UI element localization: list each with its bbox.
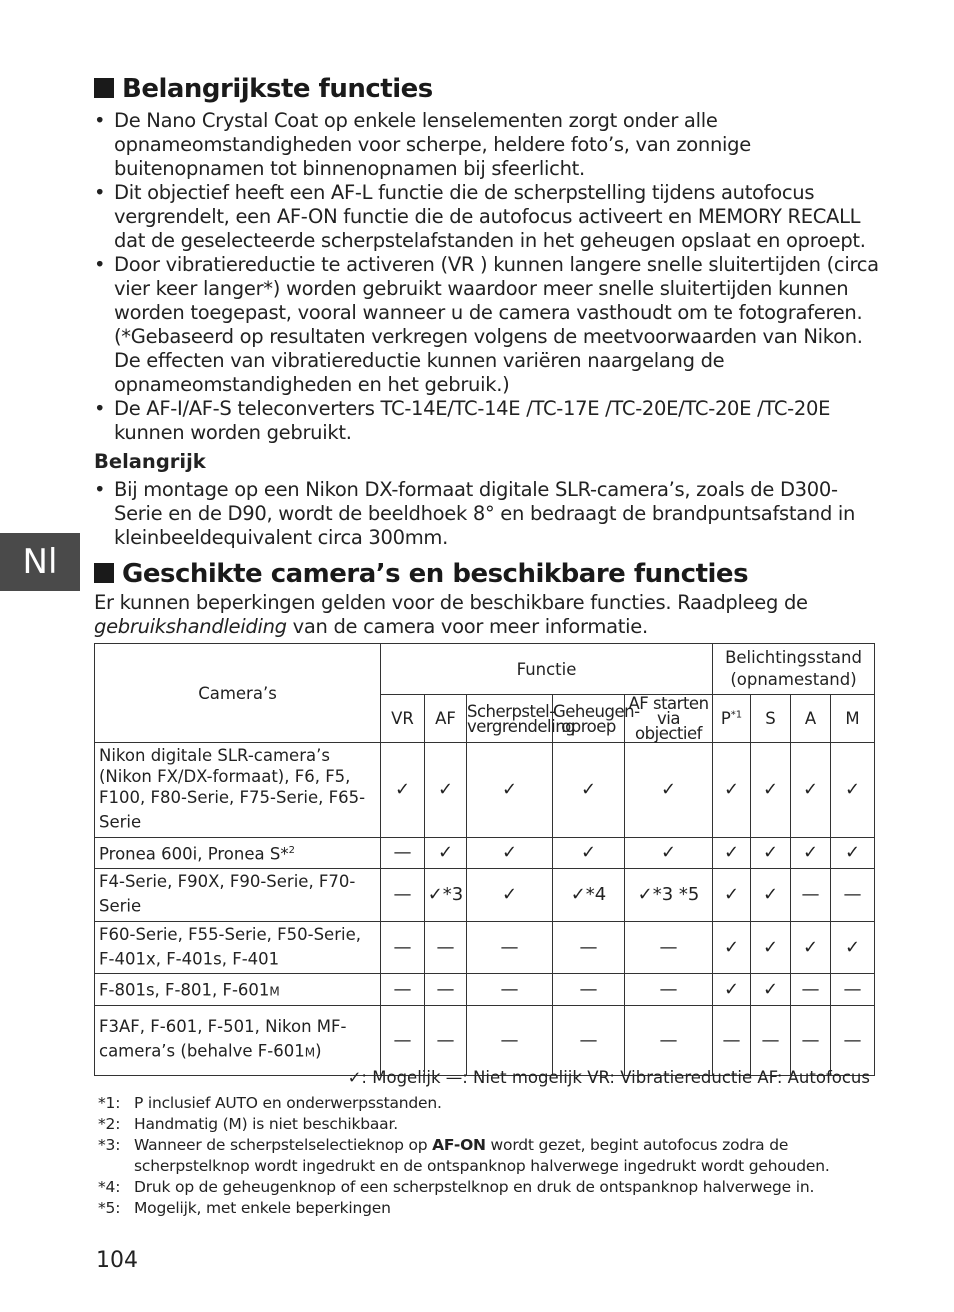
col-geheugen: Geheugen-oproep [553, 695, 625, 743]
col-m: M [831, 695, 875, 743]
col-vr: VR [381, 695, 425, 743]
list-item: • De AF-I/AF-S teleconverters TC-14E/TC-14E /TC-17E /TC-20E/TC-20E /TC-20E kunnen worden gebruikt. [94, 397, 884, 445]
support-cell: — [713, 1005, 751, 1075]
support-cell: ✓ [625, 743, 713, 838]
section-title: Belangrijkste functies [122, 74, 433, 104]
support-cell: — [791, 1005, 831, 1075]
support-cell: ✓ [713, 837, 751, 869]
support-cell: ✓*3 *5 [625, 869, 713, 922]
support-cell: ✓ [791, 743, 831, 838]
support-cell: ✓ [751, 837, 791, 869]
support-cell: ✓ [713, 974, 751, 1006]
support-cell: ✓ [831, 743, 875, 838]
support-cell: — [625, 974, 713, 1006]
footnote: *4: Druk op de geheugenknop of een scherpstelknop en druk de ontspanknop halverwege in. [98, 1178, 815, 1196]
support-cell: ✓ [553, 743, 625, 838]
support-cell: — [381, 921, 425, 974]
support-cell: ✓ [425, 743, 467, 838]
support-cell: — [831, 869, 875, 922]
language-tab: Nl [0, 533, 80, 591]
support-cell: — [553, 974, 625, 1006]
support-cell: ✓ [751, 743, 791, 838]
table-row [95, 974, 875, 1006]
support-cell: ✓*4 [553, 869, 625, 922]
table-legend: ✓: Mogelijk —: Niet mogelijk VR: Vibratiereductie AF: Autofocus [347, 1068, 870, 1087]
support-cell: — [625, 1005, 713, 1075]
support-cell: — [831, 1005, 875, 1075]
col-scherpstel: Scherpstel-vergrendeling [467, 695, 553, 743]
support-cell: ✓ [625, 837, 713, 869]
support-cell: — [381, 869, 425, 922]
section-heading-main-functions [94, 74, 433, 104]
square-bullet-icon [94, 563, 114, 583]
support-cell: — [425, 974, 467, 1006]
support-cell: ✓ [791, 921, 831, 974]
table-row [95, 837, 875, 869]
support-cell: ✓ [467, 869, 553, 922]
support-cell: — [791, 974, 831, 1006]
list-item: • Bij montage op een Nikon DX-formaat digitale SLR-camera’s, zoals de D300-Serie en de D90, wordt de beeldhoek 8° en bedraagt de brandpuntsafstand in kleinbeeldequivalent circa 300mm. [94, 478, 884, 550]
support-cell: — [751, 1005, 791, 1075]
support-cell: ✓*3 [425, 869, 467, 922]
footnote: *5: Mogelijk, met enkele beperkingen [98, 1199, 391, 1217]
table-row [95, 921, 875, 974]
camera-cell: Pronea 600i, Pronea S*$^2$ [95, 837, 381, 869]
support-cell: ✓ [751, 921, 791, 974]
table-row [95, 743, 875, 838]
support-cell: ✓ [831, 837, 875, 869]
compatibility-table [94, 643, 875, 1076]
footnote: *1: P inclusief AUTO en onderwerpsstanden. [98, 1094, 442, 1112]
col-af-start: AF starten via objectief [625, 695, 713, 743]
col-a: A [791, 695, 831, 743]
col-p: $P^{*1}$ [713, 695, 751, 743]
camera-cell: F4-Serie, F90X, F90-Serie, F70-Serie [95, 869, 381, 922]
section-heading-cameras [94, 559, 748, 589]
support-cell: ✓ [751, 974, 791, 1006]
important-label: Belangrijk [94, 450, 206, 473]
support-cell: — [381, 974, 425, 1006]
table-row [95, 869, 875, 922]
support-cell: ✓ [751, 869, 791, 922]
support-cell: — [381, 1005, 425, 1075]
list-item: • De Nano Crystal Coat op enkele lenselementen zorgt onder alle opnameomstandigheden voor scherpe, heldere foto’s, van zonnige buitenopnamen tot binnenopnamen bij sfeerlicht. [94, 109, 884, 181]
list-item: • Dit objectief heeft een AF-L functie die de scherpstelling tijdens autofocus vergrendelt, een AF-ON functie die de autofocus activeert en MEMORY RECALL dat de geselecteerde scherpstelafstanden in het geheugen opslaat en oproept. [94, 181, 884, 253]
header-belichting: Belichtingsstand (opnamestand) [713, 644, 875, 695]
support-cell: — [553, 1005, 625, 1075]
support-cell: ✓ [553, 837, 625, 869]
support-cell: ✓ [791, 837, 831, 869]
col-af: AF [425, 695, 467, 743]
support-cell: ✓ [713, 869, 751, 922]
table-row [95, 1005, 875, 1075]
support-cell: ✓ [381, 743, 425, 838]
support-cell: ✓ [713, 743, 751, 838]
section-intro: Er kunnen beperkingen gelden voor de beschikbare functies. Raadpleeg de gebruikshandleiding van de camera voor meer informatie. [94, 591, 808, 638]
support-cell: — [553, 921, 625, 974]
footnotes [98, 1093, 898, 1219]
square-bullet-icon [94, 78, 114, 98]
support-cell: — [381, 837, 425, 869]
support-cell: ✓ [713, 921, 751, 974]
table-header-row [95, 644, 875, 695]
support-cell: — [791, 869, 831, 922]
important-list [94, 478, 884, 550]
camera-cell: F60-Serie, F55-Serie, F50-Serie, F-401x, F-401s, F-401 [95, 921, 381, 974]
support-cell: ✓ [831, 921, 875, 974]
page-number: 104 [96, 1248, 138, 1273]
table-body [95, 743, 875, 1076]
support-cell: — [425, 1005, 467, 1075]
section-title: Geschikte camera’s en beschikbare functies [122, 559, 749, 589]
support-cell: — [831, 974, 875, 1006]
camera-cell: Nikon digitale SLR-camera’s (Nikon FX/DX-formaat), F6, F5, F100, F80-Serie, F75-Serie, F65-Serie [95, 743, 381, 838]
support-cell: — [467, 921, 553, 974]
header-functie: Functie [381, 644, 713, 695]
support-cell: ✓ [467, 743, 553, 838]
support-cell: — [467, 1005, 553, 1075]
camera-cell: F-801s, F-801, F-601M [95, 974, 381, 1006]
header-cameras: Camera’s [95, 644, 381, 743]
main-functions-list [94, 109, 884, 445]
col-s: S [751, 695, 791, 743]
support-cell: ✓ [425, 837, 467, 869]
footnote: *2: Handmatig (M) is niet beschikbaar. [98, 1115, 398, 1133]
footnote: *3: Wanneer de scherpstelselectieknop op AF-ON wordt gezet, begint autofocus zodra de scherpstelknop wordt ingedrukt en de ontspanknop halverwege ingedrukt wordt gehouden. [98, 1136, 830, 1175]
support-cell: — [425, 921, 467, 974]
support-cell: ✓ [467, 837, 553, 869]
camera-cell: F3AF, F-601, F-501, Nikon MF-camera’s (behalve F-601M) [95, 1005, 381, 1075]
support-cell: — [467, 974, 553, 1006]
support-cell: — [625, 921, 713, 974]
list-item: • Door vibratiereductie te activeren (VR ) kunnen langere snelle sluitertijden (circa vier keer langer*) worden gebruikt waardoor meer snelle sluitertijden kunnen worden toegepast, vooral wanneer u de camera vasthoudt om te fotograferen. (*Gebaseerd op resultaten verkregen volgens de meetvoorwaarden van Nikon. De effecten van vibratiereductie kunnen variëren naargelang de opnameomstandigheden en het gebruik.) [94, 253, 884, 397]
